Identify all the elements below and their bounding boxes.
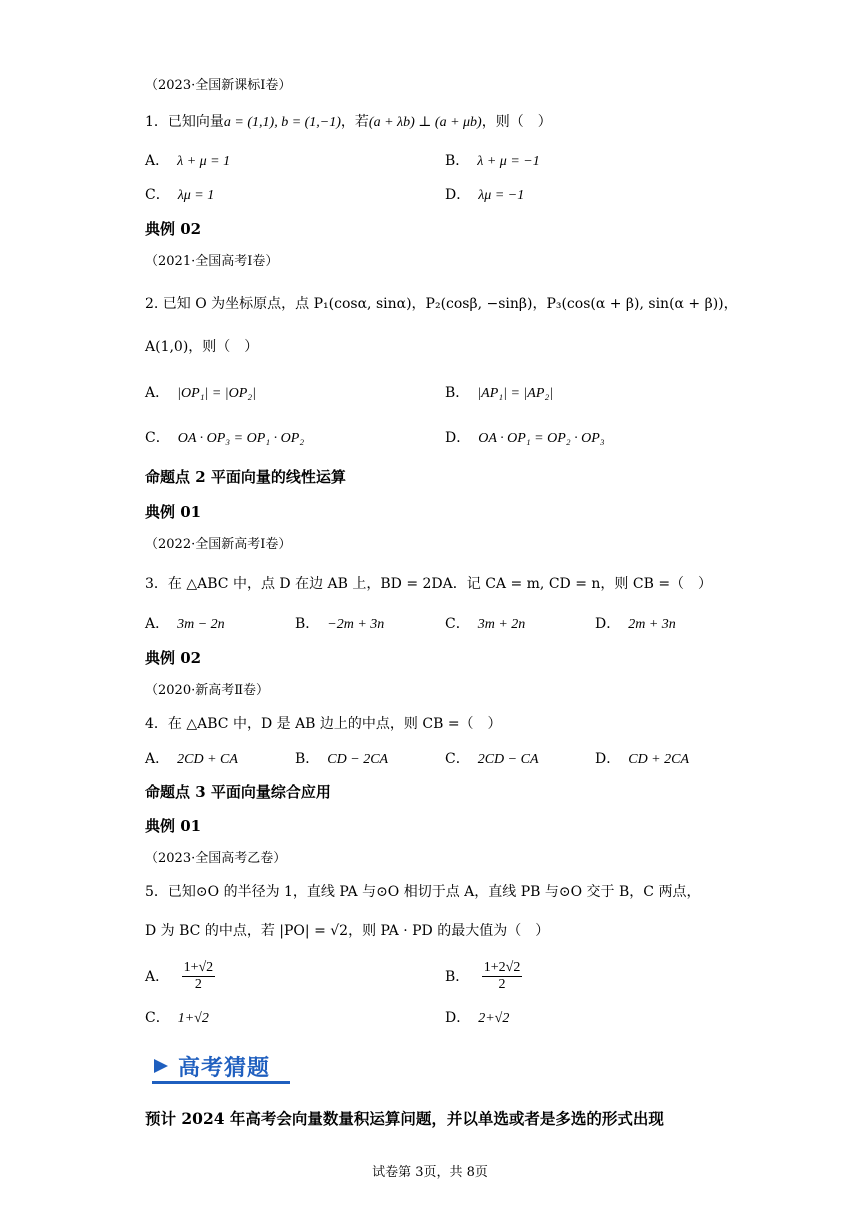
q5-stem-line2: D 为 BC 的中点，若 |PO| = √2，则 PA · PD 的最大值为（ ） [145, 923, 550, 939]
q2-option-a-text: |OP₁| = |OP₂| [177, 386, 257, 401]
q4-option-d[interactable] [595, 749, 689, 770]
q3-option-b[interactable] [295, 614, 384, 635]
q1-option-d-text: λμ = −1 [478, 188, 525, 203]
q4-option-b[interactable] [295, 749, 388, 770]
section-heading-3: 命题点 3 平面向量综合应用 [145, 783, 331, 801]
prediction-banner [150, 1047, 290, 1085]
q4-option-d-text: CD + 2CA [628, 752, 690, 767]
q2-option-b-text: |AP₁| = |AP₂| [477, 386, 554, 401]
q5-option-d-label: D． [445, 1010, 471, 1026]
q4-option-b-text: CD − 2CA [327, 752, 389, 767]
q4-option-b-label: B． [295, 751, 320, 767]
q4-option-c[interactable] [445, 749, 539, 770]
fraction-numerator: 1+2√2 [483, 960, 521, 975]
q5-option-b[interactable] [445, 960, 522, 993]
q4-option-c-label: C． [445, 751, 470, 767]
fraction-denominator: 2 [498, 977, 506, 992]
q1-option-b-label: B． [445, 153, 470, 169]
example-heading: 典例 01 [145, 503, 202, 521]
q1-source: （2023·全国新课标Ⅰ卷） [145, 78, 292, 93]
q1-stem-b: ，若 [340, 114, 369, 130]
q3-source: （2022·全国新高考Ⅰ卷） [145, 537, 292, 552]
q1-option-d-label: D． [445, 187, 471, 203]
section-heading-2: 命题点 2 平面向量的线性运算 [145, 468, 346, 486]
q2-source: （2021·全国高考Ⅰ卷） [145, 254, 279, 269]
q5-stem-line1: 5．已知⊙O 的半径为 1，直线 PA 与⊙O 相切于点 A，直线 PB 与⊙O 交于 B，C 两点， [145, 884, 701, 900]
fraction-denominator: 2 [194, 977, 202, 992]
banner-title: 高考猜题 [178, 1056, 271, 1081]
q1-option-a[interactable] [145, 151, 230, 172]
fraction-numerator: 1+√2 [183, 960, 214, 975]
q2-option-b[interactable] [445, 383, 553, 404]
q2-option-c-text: OA · OP₃ = OP₁ · OP₂ [177, 431, 305, 446]
banner-underline [152, 1081, 290, 1084]
q1-option-a-text: λ + μ = 1 [177, 154, 231, 169]
q3-stem: 3．在 △ABC 中，点 D 在边 AB 上，BD = 2DA．记 CA = m, CD = n，则 CB =（ ） [145, 576, 713, 592]
q3-option-b-text: −2m + 3n [327, 617, 385, 632]
q1-option-a-label: A． [145, 153, 170, 169]
q4-option-c-text: 2CD − CA [477, 752, 539, 767]
q1-stem-cond: a = (1,1), b = (1,−1) [223, 115, 341, 130]
page-footer: 试卷第 3页，共 8页 [372, 1165, 488, 1180]
q1-stem-a: 1．已知向量 [145, 114, 224, 130]
q5-option-d[interactable] [445, 1008, 509, 1029]
q5-option-b-label: B． [445, 968, 470, 985]
q3-option-c-label: C． [445, 616, 470, 632]
q1-option-c-label: C． [145, 187, 170, 203]
q4-option-a-text: 2CD + CA [177, 752, 238, 767]
q2-option-c[interactable] [145, 428, 304, 449]
q5-option-b-fraction [482, 960, 523, 993]
q3-option-a[interactable] [145, 614, 225, 635]
prediction-text: 预计 2024 年高考会向量数量积运算问题，并以单选或者是多选的形式出现 [145, 1109, 664, 1128]
q5-option-c[interactable] [145, 1008, 209, 1029]
q5-option-a-fraction [182, 960, 216, 993]
q3-option-d[interactable] [595, 614, 676, 635]
example-heading: 典例 02 [145, 220, 202, 238]
arrow-icon [154, 1059, 168, 1073]
q5-option-c-label: C． [145, 1010, 170, 1026]
q3-option-b-label: B． [295, 616, 320, 632]
q5-option-c-text: 1+√2 [177, 1011, 209, 1026]
example-heading: 典例 01 [145, 817, 202, 835]
q2-option-a[interactable] [145, 383, 256, 404]
q2-stem-line2: A(1,0)，则（ ） [145, 339, 259, 355]
q3-option-d-text: 2m + 3n [628, 617, 676, 632]
example-heading: 典例 02 [145, 649, 202, 667]
q2-stem-line1: 2. 已知 O 为坐标原点，点 P₁(cosα, sinα)，P₂(cosβ, −sinβ)，P₃(cos(α + β), sin(α + β))， [145, 296, 738, 312]
q1-option-b[interactable] [445, 151, 540, 172]
q3-option-a-label: A． [145, 616, 170, 632]
q2-option-d[interactable] [445, 428, 605, 449]
q4-option-a-label: A． [145, 751, 170, 767]
q3-option-c-text: 3m + 2n [477, 617, 526, 632]
q2-option-b-label: B． [445, 385, 470, 401]
q1-option-b-text: λ + μ = −1 [477, 154, 540, 169]
q2-option-a-label: A． [145, 385, 170, 401]
q1-option-c[interactable] [145, 185, 214, 206]
q2-option-c-label: C． [145, 430, 170, 446]
q1-stem [145, 112, 552, 133]
q4-option-a[interactable] [145, 749, 238, 770]
q4-option-d-label: D． [595, 751, 621, 767]
q1-stem-c: ，则（ ） [481, 114, 552, 130]
q3-option-c[interactable] [445, 614, 525, 635]
q2-option-d-text: OA · OP₁ = OP₂ · OP₃ [478, 431, 605, 446]
q1-stem-perp: (a + λb) ⊥ (a + μb) [368, 115, 482, 130]
q3-option-a-text: 3m − 2n [177, 617, 225, 632]
q5-source: （2023·全国高考乙卷） [145, 851, 287, 866]
q2-option-d-label: D． [445, 430, 471, 446]
q4-stem: 4．在 △ABC 中，D 是 AB 边上的中点，则 CB =（ ） [145, 716, 502, 732]
q5-option-d-text: 2+√2 [478, 1011, 510, 1026]
q5-option-a[interactable] [145, 960, 215, 993]
q5-option-a-label: A． [145, 968, 170, 985]
q1-option-c-text: λμ = 1 [177, 188, 215, 203]
q1-option-d[interactable] [445, 185, 524, 206]
q4-source: （2020·新高考Ⅱ卷） [145, 683, 270, 698]
q3-option-d-label: D． [595, 616, 621, 632]
